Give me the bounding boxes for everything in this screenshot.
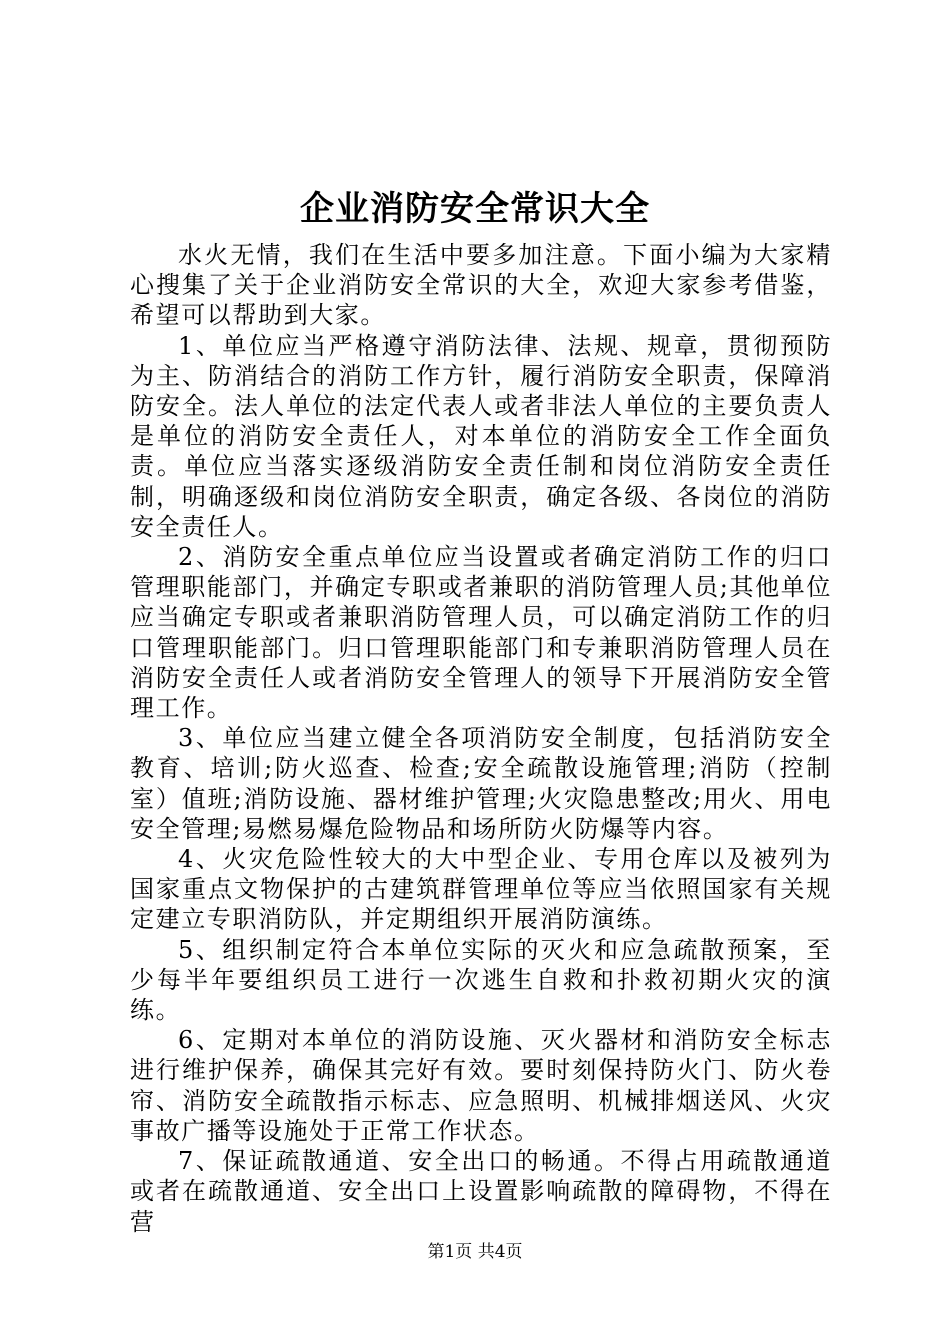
document-body xyxy=(130,240,832,1237)
paragraph-item-3: 3、单位应当建立健全各项消防安全制度，包括消防安全教育、培训;防火巡查、检查;安全疏散设施管理;消防（控制室）值班;消防设施、器材维护管理;火灾隐患整改;用火、用电安全管理;易燃易爆危险物品和场所防火防爆等内容。 xyxy=(130,724,832,843)
paragraph-intro: 水火无情，我们在生活中要多加注意。下面小编为大家精心搜集了关于企业消防安全常识的大全，欢迎大家参考借鉴，希望可以帮助到大家。 xyxy=(130,241,832,330)
paragraph-item-2: 2、消防安全重点单位应当设置或者确定消防工作的归口管理职能部门，并确定专职或者兼职的消防管理人员;其他单位应当确定专职或者兼职消防管理人员，可以确定消防工作的归口管理职能部门。归口管理职能部门和专兼职消防管理人员在消防安全责任人或者消防安全管理人的领导下开展消防安全管理工作。 xyxy=(130,543,832,723)
paragraph-item-1: 1、单位应当严格遵守消防法律、法规、规章，贯彻预防为主、防消结合的消防工作方针，履行消防安全职责，保障消防安全。法人单位的法定代表人或者非法人单位的主要负责人是单位的消防安全责任人，对本单位的消防安全工作全面负责。单位应当落实逐级消防安全责任制和岗位消防安全责任制，明确逐级和岗位消防安全职责，确定各级、各岗位的消防安全责任人。 xyxy=(130,331,832,541)
paragraph-item-4: 4、火灾危险性较大的大中型企业、专用仓库以及被列为国家重点文物保护的古建筑群管理单位等应当依照国家有关规定建立专职消防队，并定期组织开展消防演练。 xyxy=(130,845,832,934)
paragraph-item-5: 5、组织制定符合本单位实际的灭火和应急疏散预案，至少每半年要组织员工进行一次逃生自救和扑救初期火灾的演练。 xyxy=(130,935,832,1025)
document-title: 企业消防安全常识大全 xyxy=(300,189,650,229)
paragraph-item-6: 6、定期对本单位的消防设施、灭火器材和消防安全标志进行维护保养，确保其完好有效。要时刻保持防火门、防火卷帘、消防安全疏散指示标志、应急照明、机械排烟送风、火灾事故广播等设施处于正常工作状态。 xyxy=(130,1026,832,1145)
page-number-footer: 第1页 共4页 xyxy=(427,1242,523,1262)
paragraph-item-7: 7、保证疏散通道、安全出口的畅通。不得占用疏散通道或者在疏散通道、安全出口上设置影响疏散的障碍物，不得在营 xyxy=(130,1147,832,1236)
